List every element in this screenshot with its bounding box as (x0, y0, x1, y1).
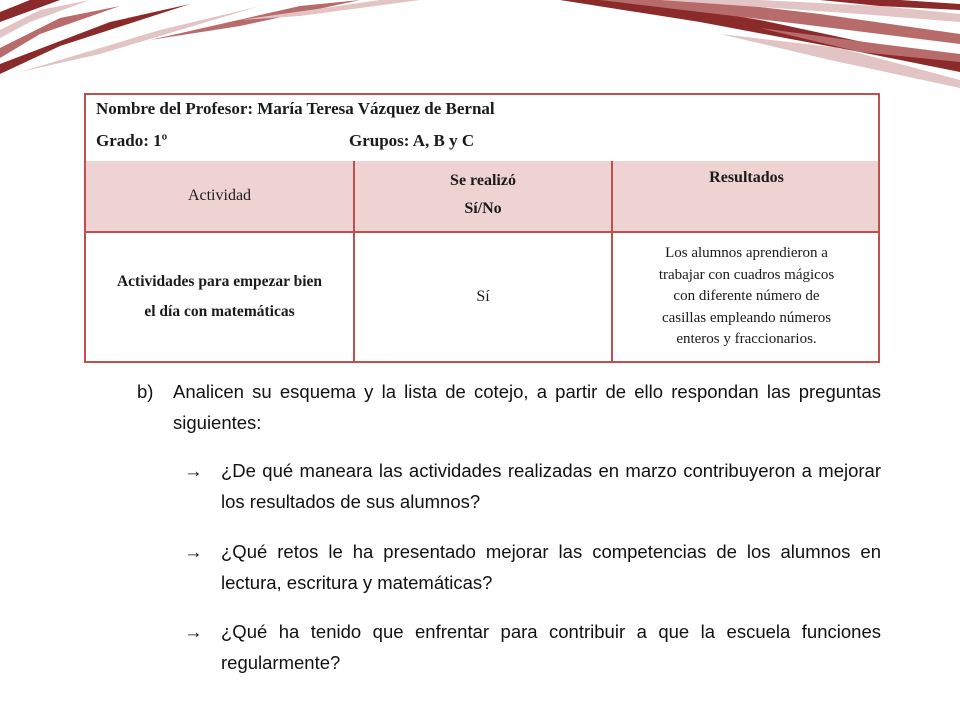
decorative-banner (0, 0, 960, 90)
arrow-icon: → (184, 541, 203, 562)
grade: Grado: 1º (96, 131, 168, 150)
cell-se-realizo: Sí (476, 288, 490, 305)
teacher-name: Nombre del Profesor: María Teresa Vázquez de Bernal (96, 99, 495, 118)
header-se-realizo-line2: Sí/No (464, 200, 502, 217)
arrow-icon: → (184, 460, 203, 481)
table-column-headers (86, 161, 878, 233)
arrow-icon: → (184, 621, 203, 642)
resultados-line: enteros y fraccionarios. (676, 331, 817, 348)
table-header-info (86, 95, 878, 163)
table-row (86, 233, 878, 361)
header-resultados: Resultados (709, 169, 784, 186)
activity-table (84, 93, 880, 363)
banner-stripes (0, 0, 960, 88)
groups: Grupos: A, B y C (349, 131, 475, 150)
resultados-line: con diferente número de (673, 288, 820, 305)
cell-resultados (613, 241, 880, 353)
column-divider (353, 161, 355, 361)
question-2: ¿Qué retos le ha presentado mejorar las competencias de los alumnos en lectura, escritura y matemáticas? (221, 541, 881, 593)
resultados-line: casillas empleando números (661, 309, 832, 326)
question-3: ¿Qué ha tenido que enfrentar para contribuir a que la escuela funciones regularmente? (221, 621, 881, 673)
cell-actividad-line1: Actividades para empezar bien (116, 273, 323, 290)
cell-actividad-line2: el día con matemáticas (144, 303, 295, 320)
question-1: ¿De qué maneara las actividades realizadas en marzo contribuyeron a mejorar los resultados de sus alumnos? (221, 460, 881, 512)
list-label-b: b) (137, 381, 154, 402)
column-divider (611, 161, 613, 361)
cell-actividad (86, 233, 353, 361)
header-se-realizo-line1: Se realizó (450, 172, 516, 189)
header-se-realizo (355, 167, 611, 223)
resultados-line: Los alumnos aprendieron a (665, 245, 828, 262)
header-actividad: Actividad (187, 187, 252, 204)
instruction-text: Analicen su esquema y la lista de cotejo, a partir de ello respondan las preguntas siguientes: (173, 381, 881, 433)
resultados-line: trabajar con cuadros mágicos (658, 266, 835, 283)
